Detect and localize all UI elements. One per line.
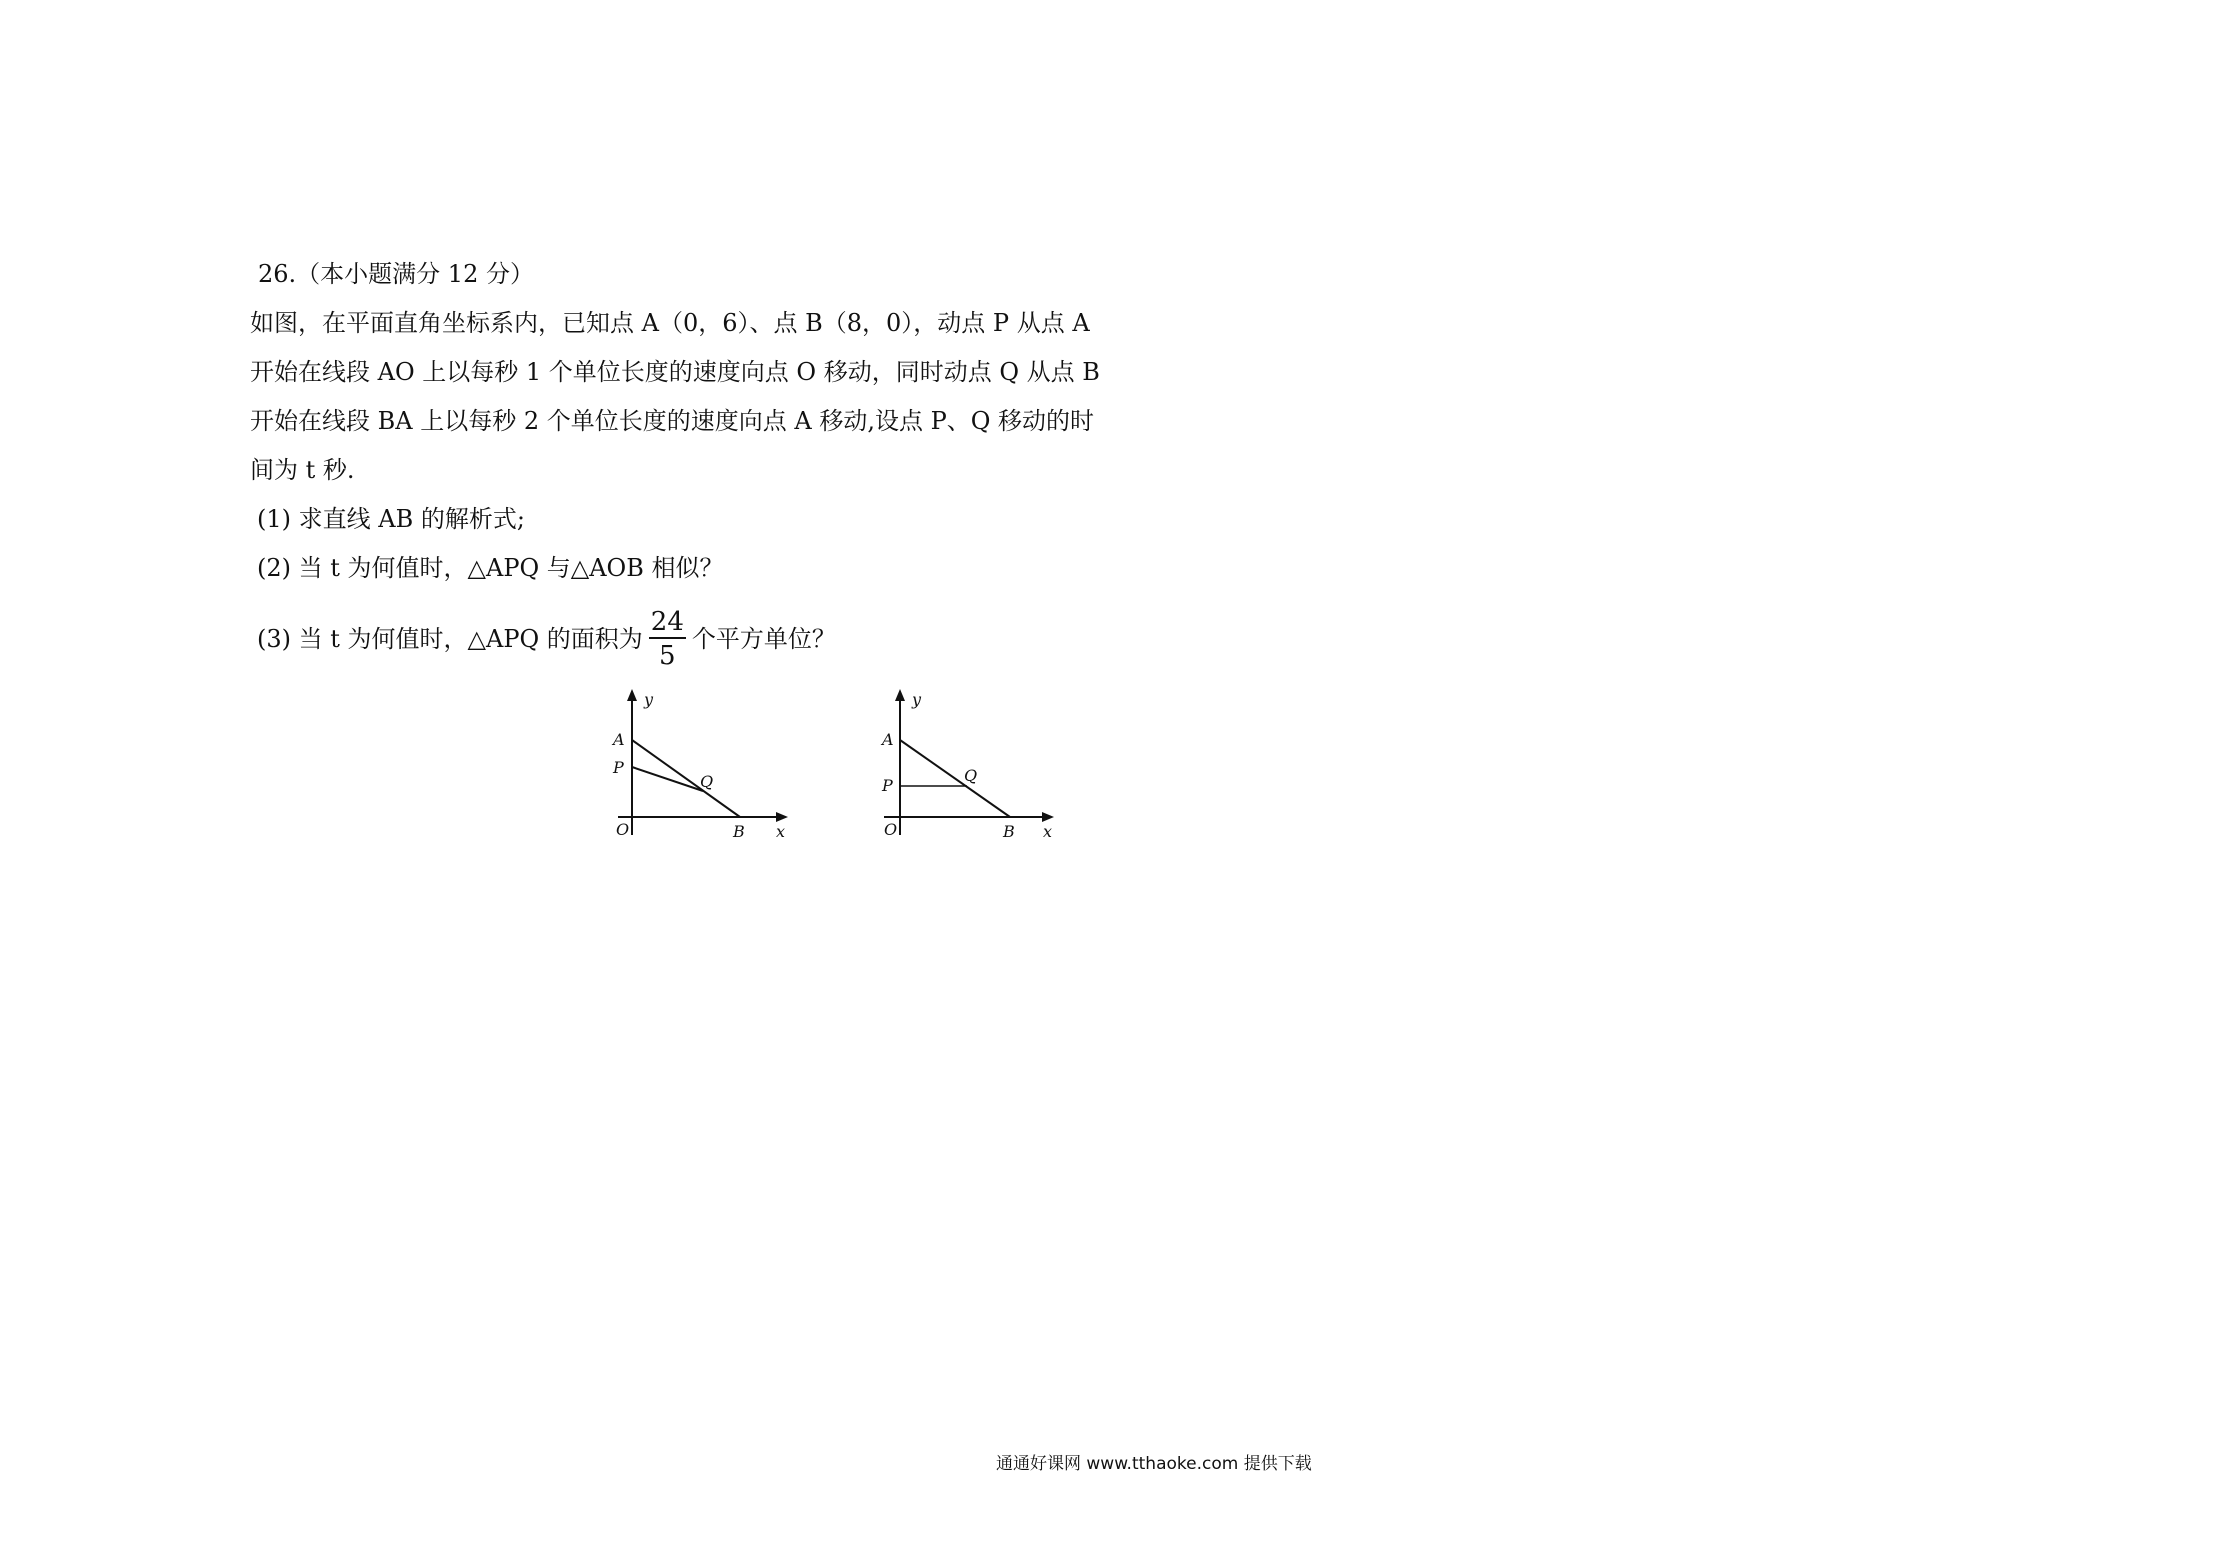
- label-p: P: [613, 758, 624, 777]
- fraction: [649, 607, 686, 671]
- segment-pq: [632, 767, 703, 791]
- label-o: O: [616, 820, 630, 839]
- fraction-denominator: 5: [659, 641, 676, 671]
- problem-26: [250, 250, 1130, 675]
- figure-2: [866, 685, 1066, 845]
- label-q: Q: [964, 766, 978, 785]
- label-o: O: [884, 820, 898, 839]
- label-p: P: [882, 776, 893, 795]
- question-3-suffix: 个平方单位？: [691, 624, 836, 653]
- label-a: A: [882, 730, 894, 749]
- footer-source: 通通好课网 www.tthaoke.com 提供下载: [996, 1454, 1312, 1474]
- segment-ab: [632, 740, 740, 817]
- label-q: Q: [700, 772, 714, 791]
- problem-stem-line-2: 开始在线段 AO 上以每秒 1 个单位长度的速度向点 O 移动，同时动点 Q 从点 B: [250, 358, 1100, 386]
- label-b: B: [733, 822, 745, 841]
- label-b: B: [1003, 822, 1015, 841]
- problem-stem-line-3: 开始在线段 BA 上以每秒 2 个单位长度的速度向点 A 移动,设点 P、Q 移动的时: [250, 407, 1095, 435]
- label-x: x: [1043, 822, 1053, 841]
- segment-ab: [900, 740, 1010, 817]
- label-x: x: [776, 822, 786, 841]
- label-y: y: [912, 690, 922, 709]
- question-1: (1) 求直线 AB 的解析式;: [257, 505, 525, 533]
- label-a: A: [613, 730, 625, 749]
- y-axis-arrow-icon: [627, 689, 637, 701]
- y-axis-arrow-icon: [895, 689, 905, 701]
- fraction-numerator: 24: [650, 607, 684, 637]
- x-axis-arrow-icon: [1042, 812, 1054, 822]
- figure-1-diagram: [600, 685, 800, 845]
- question-2: (2) 当 t 为何值时，△APQ 与△AOB 相似？: [257, 554, 724, 582]
- problem-stem-line-4: 间为 t 秒.: [250, 456, 355, 484]
- figure-2-diagram: [866, 685, 1066, 845]
- question-3-prefix: (3) 当 t 为何值时，△APQ 的面积为: [257, 624, 643, 653]
- figure-1: [600, 685, 800, 845]
- problem-title: 26.（本小题满分 12 分）: [258, 260, 534, 288]
- question-3: [250, 603, 1130, 675]
- problem-stem-line-1: 如图，在平面直角坐标系内，已知点 A（0，6）、点 B（8，0），动点 P 从点 A: [250, 309, 1090, 337]
- x-axis-arrow-icon: [776, 812, 788, 822]
- label-y: y: [644, 690, 654, 709]
